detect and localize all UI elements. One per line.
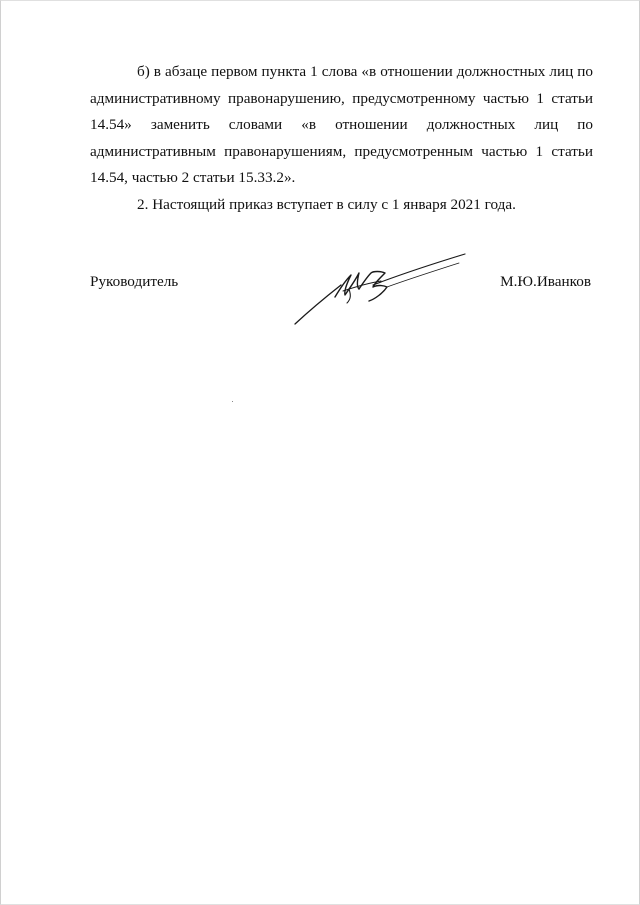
signer-name: М.Ю.Иванков — [500, 273, 591, 290]
handwritten-signature — [289, 249, 471, 329]
paragraph-2: 2. Настоящий приказ вступает в силу с 1 января 2021 года. — [137, 195, 516, 213]
document-body — [90, 59, 593, 218]
paragraph-b: б) в абзаце первом пункта 1 слова «в отношении должностных лиц по административному правонарушению, предусмотренному частью 1 статьи 14.54» заменить словами «в отношении должностных лиц по административным правонарушениям, предусмотренным частью 1 статьи 14.54, частью 2 статьи 15.33.2». — [90, 63, 593, 186]
position-title: Руководитель — [90, 273, 179, 290]
scan-artifact — [232, 401, 233, 402]
